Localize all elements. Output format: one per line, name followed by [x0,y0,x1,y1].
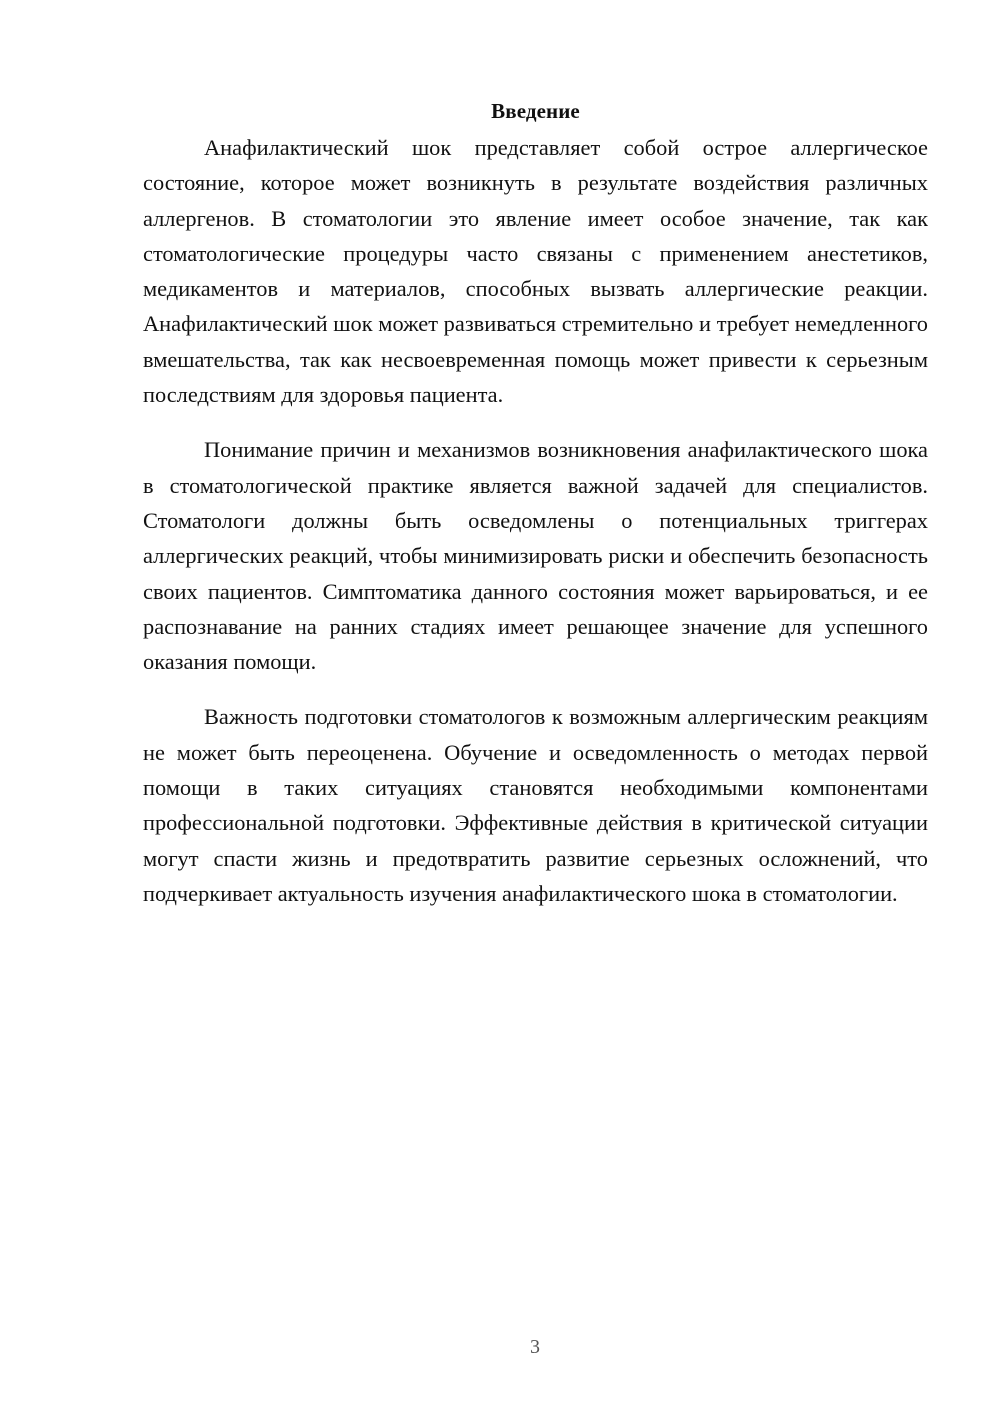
section-title: Введение [491,99,580,123]
paragraph-2: Понимание причин и механизмов возникновения анафилактического шока в стоматологической практике является важной задачей для специалистов. Стоматологи должны быть осведомлены о потенциальных триггерах аллергических реакций, чтобы минимизировать риски и обеспечить безопасность своих пациентов. Симптоматика данного состояния может варьироваться, и ее распознавание на ранних стадиях имеет решающее значение для успешного оказания помощи. [143,437,928,675]
paragraph-1: Анафилактический шок представляет собой острое аллергическое состояние, которое может возникнуть в результате воздействия различных аллергенов. В стоматологии это явление имеет особое значение, так как стоматологические процедуры часто связаны с применением анестетиков, медикаментов и материалов, способных вызвать аллергические реакции. Анафилактический шок может развиваться стремительно и требует немедленного вмешательства, так как несвоевременная помощь может привести к серьезным последствиям для здоровья пациента. [143,135,928,408]
page-content [143,96,928,911]
paragraph-3: Важность подготовки стоматологов к возможным аллергическим реакциям не может быть переоценена. Обучение и осведомленность о методах первой помощи в таких ситуациях становятся необходимыми компонентами профессиональной подготовки. Эффективные действия в критической ситуации могут спасти жизнь и предотвратить развитие серьезных осложнений, что подчеркивает актуальность изучения анафилактического шока в стоматологии. [143,704,928,906]
page-number: 3 [530,1336,540,1358]
